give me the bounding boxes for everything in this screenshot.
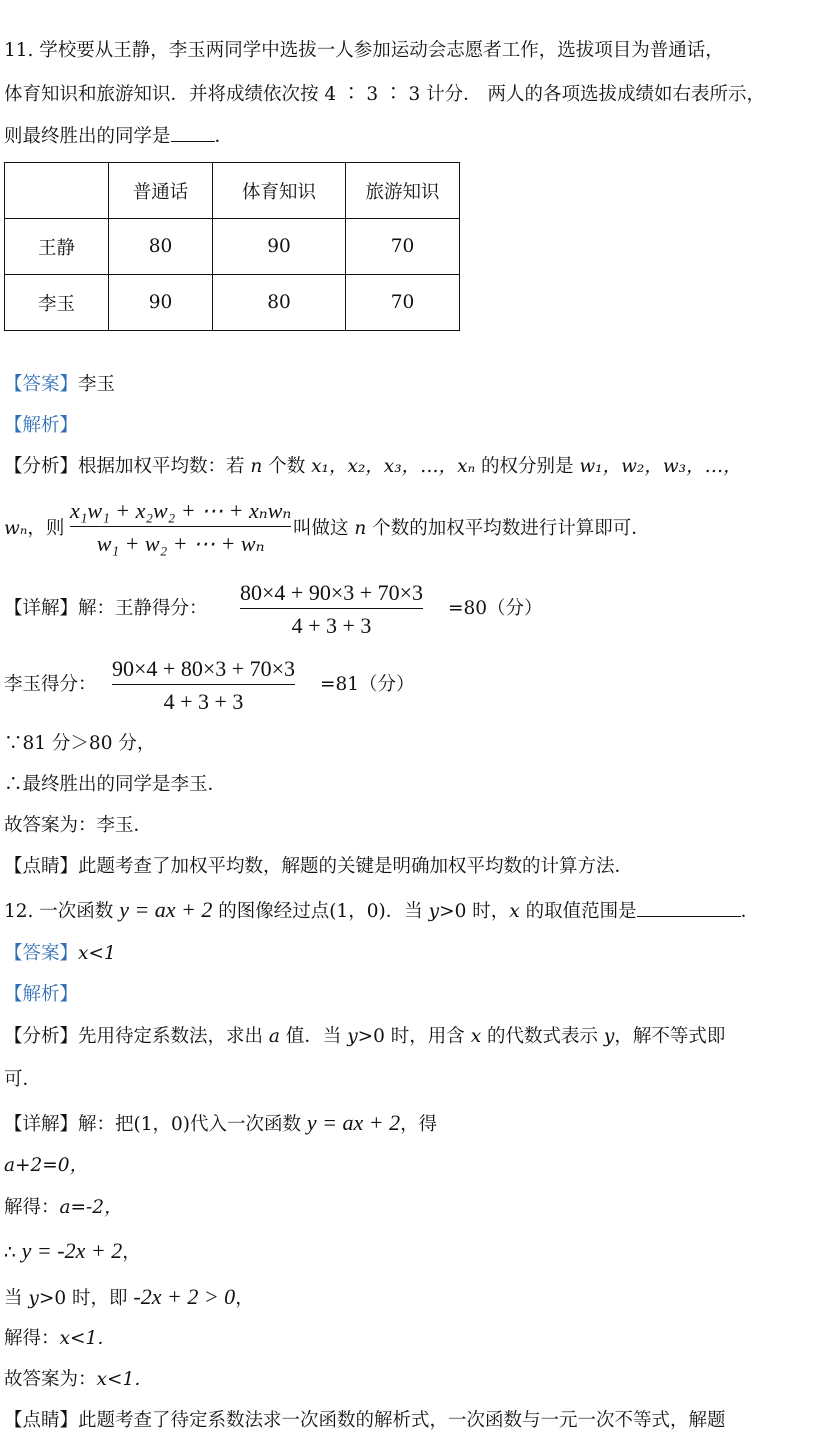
q12-step2: 解得：a=-2， (4, 1197, 123, 1218)
table-cell: 王静 (5, 219, 109, 275)
table-row (5, 275, 460, 331)
weighted-mean-formula: x₁w₁ + x₂w₂ + ⋯ + xₙwₙ w₁ + w₂ + ⋯ + wₙ (70, 498, 292, 556)
li-score-result: =81（分） (320, 674, 415, 695)
q11-final: 故答案为：李玉． (4, 815, 153, 836)
q11-fenxi-line2-left: wₙ，则 (4, 518, 65, 539)
q11-stem-line3: 则最终胜出的同学是 ． (4, 126, 234, 147)
q12-step1: a+2=0， (4, 1155, 89, 1176)
answer-blank (637, 916, 741, 917)
q11-stem-line1: 11. 学校要从王静，李玉两同学中选拔一人参加运动会志愿者工作，选拔项目为普通话， (4, 40, 724, 61)
table-row (5, 219, 460, 275)
q12-stem: 12. 一次函数 y = ax + 2 的图像经过点(1，0)．当 y>0 时，x 的取值范围是 ． (4, 897, 760, 922)
table-cell: 70 (346, 219, 460, 275)
q12-xiangjie-line1: 【详解】解：把(1，0)代入一次函数 y = ax + 2，得 (4, 1110, 438, 1135)
q12-answer: 【答案】x<1 (4, 943, 116, 964)
wang-score-result: =80（分） (448, 598, 543, 619)
table-header: 普通话 (109, 163, 213, 219)
q11-answer: 【答案】李玉 (4, 374, 116, 395)
q11-analysis-tag: 【解析】 (4, 415, 79, 436)
table-cell: 80 (213, 275, 346, 331)
q12-fenxi-line1: 【分析】先用待定系数法，求出 a 值．当 y>0 时，用含 x 的代数式表示 y，解不等式即 (4, 1026, 726, 1047)
table-header: 体育知识 (213, 163, 346, 219)
q12-step4: 当 y>0 时，即 -2x + 2 > 0， (4, 1284, 254, 1309)
q12-step6: 故答案为：x<1． (4, 1369, 153, 1390)
table-row (5, 163, 460, 219)
table-cell: 李玉 (5, 275, 109, 331)
table-cell: 70 (346, 275, 460, 331)
table-cell (5, 163, 109, 219)
q11-because: ∵81 分＞80 分， (4, 733, 156, 754)
q12-analysis-tag: 【解析】 (4, 984, 79, 1005)
li-score-label: 李玉得分： (4, 674, 97, 695)
q12-step5: 解得：x<1． (4, 1328, 116, 1349)
q12-step3: ∴ y = -2x + 2， (4, 1238, 141, 1263)
table-cell: 90 (213, 219, 346, 275)
q11-fenxi-line1: 【分析】根据加权平均数：若 n 个数 x₁，x₂，x₃，…，xₙ 的权分别是 w₁，w₂，w₃，…， (4, 456, 742, 477)
table-cell: 90 (109, 275, 213, 331)
wang-score-formula: 80×4 + 90×3 + 70×3 4 + 3 + 3 (240, 580, 424, 638)
li-score-formula: 90×4 + 80×3 + 70×3 4 + 3 + 3 (112, 656, 296, 714)
q11-xiangjie-line1: 【详解】解：王静得分： (4, 598, 208, 619)
q11-fenxi-line2-right: 叫做这 n 个数的加权平均数进行计算即可． (293, 518, 650, 539)
table-header: 旅游知识 (346, 163, 460, 219)
score-table (4, 162, 460, 331)
q12-fenxi-line2: 可． (4, 1069, 42, 1090)
q11-stem-line2: 体育知识和旅游知识．并将成绩依次按 4 ∶ 3 ∶ 3 计分． 两人的各项选拔成绩如右表所示， (4, 84, 765, 105)
q12-dianjing: 【点睛】此题考查了待定系数法求一次函数的解析式，一次函数与一元一次不等式，解题 (4, 1410, 726, 1431)
q11-therefore: ∴最终胜出的同学是李玉． (4, 774, 227, 795)
answer-blank (171, 141, 215, 142)
q11-dianjing: 【点睛】此题考查了加权平均数，解题的关键是明确加权平均数的计算方法． (4, 856, 634, 877)
table-cell: 80 (109, 219, 213, 275)
